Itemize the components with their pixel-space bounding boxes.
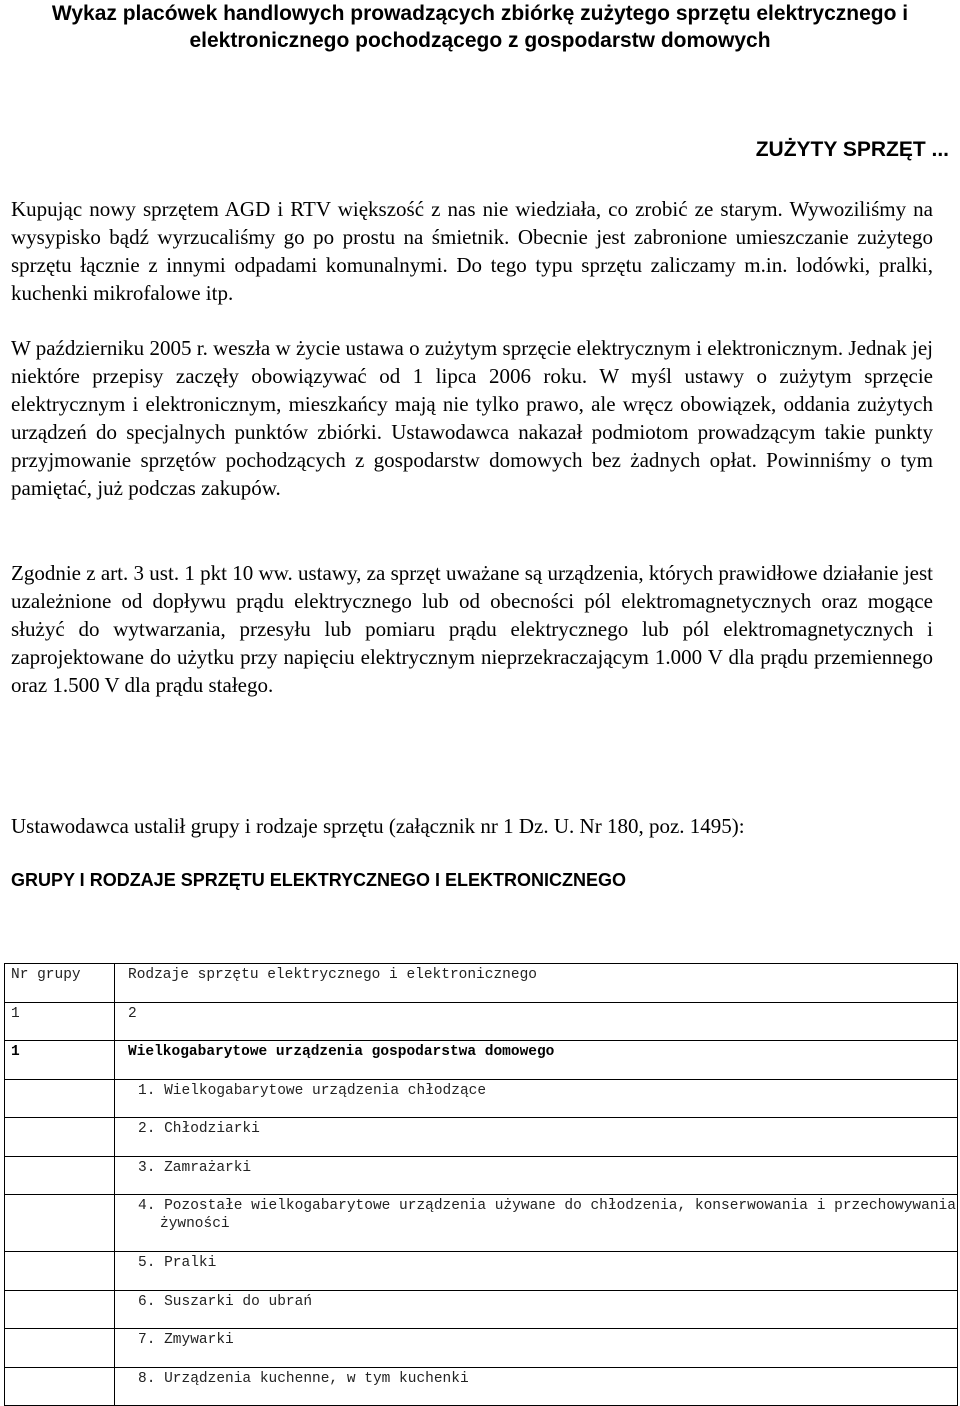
equipment-item: 3. Zamrażarki: [138, 1159, 252, 1176]
group-name: Wielkogabarytowe urządzenia gospodarstwa domowego: [128, 1044, 555, 1060]
table-row: [5, 1156, 958, 1195]
equipment-table: [4, 963, 958, 1406]
equipment-item: 4. Pozostałe wielkogabarytowe urządzenia używane do chłodzenia, konserwowania i przechowywania żywności: [138, 1198, 956, 1232]
table-row: [5, 1329, 958, 1368]
table-row: [5, 1118, 958, 1157]
equipment-item: 6. Suszarki do ubrań: [138, 1293, 313, 1310]
table-row: [5, 1252, 958, 1291]
paragraph-2: W październiku 2005 r. weszła w życie ustawa o zużytym sprzęcie elektrycznym i elektronicznym. Jednak jej niektóre przepisy zaczęły obowiązywać od 1 lipca 2006 roku. W myśl ustawy o zużytym sprzęcie elektrycznym i elektronicznym, mieszkańcy mają nie tylko prawo, ale wręcz obowiązek, oddania zużytych urządzeń do specjalnych punktów zbiórki. Ustawodawca nakazał podmiotom prowadzącym takie punkty przyjmowanie sprzętów pochodzących z gospodarstw domowych bez żadnych opłat. Powinniśmy o tym pamiętać, już podczas zakupów.: [11, 336, 933, 501]
group-number: 1: [11, 1044, 20, 1060]
title-line-2: elektronicznego pochodzącego z gospodarstw domowych: [189, 29, 771, 52]
equipment-item: 7. Zmywarki: [138, 1332, 234, 1348]
table-row: [5, 1079, 958, 1118]
paragraph-3: Zgodnie z art. 3 ust. 1 pkt 10 ww. ustawy, za sprzęt uważane są urządzenia, których prawidłowe działanie jest uzależnione od dopływu prądu elektrycznego lub od obecności pól elektromagnetycznych oraz mogące służyć do wytwarzania, przesyłu lub pomiaru prądu elektrycznego lub pól elektromagnetycznych i zaprojektowane do użytku przy napięciu elektrycznym nieprzekraczającym 1.000 V dla prądu przemiennego oraz 1.500 V dla prądu stałego.: [11, 561, 933, 698]
section-heading: ZUŻYTY SPRZĘT ...: [755, 138, 949, 161]
table-group-row: [5, 1041, 958, 1080]
groups-heading: GRUPY I RODZAJE SPRZĘTU ELEKTRYCZNEGO I ELEKTRONICZNEGO: [11, 870, 627, 890]
table-numbering-row: [5, 1002, 958, 1041]
equipment-item: 1. Wielkogabarytowe urządzenia chłodzące: [138, 1082, 487, 1099]
table-row: [5, 1195, 958, 1252]
header-group-number: Nr grupy: [11, 967, 81, 983]
column-number-1: 1: [11, 1005, 20, 1022]
equipment-item: 5. Pralki: [138, 1255, 217, 1271]
table-row: [5, 1290, 958, 1329]
header-equipment-types: Rodzaje sprzętu elektrycznego i elektronicznego: [128, 967, 537, 983]
equipment-item: 8. Urządzenia kuchenne, w tym kuchenki: [138, 1370, 469, 1387]
document-title: [0, 0, 960, 54]
table-header-row: [5, 964, 958, 1003]
equipment-item: 2. Chłodziarki: [138, 1121, 260, 1137]
paragraph-1: Kupując nowy sprzętem AGD i RTV większość z nas nie wiedziała, co zrobić ze starym. Wywoziliśmy na wysypisko bądź wyrzucaliśmy go po prostu na śmietnik. Obecnie jest zabronione umieszczanie zużytego sprzętu łącznie z innymi odpadami komunalnymi. Do tego typu sprzętu zaliczamy m.in. lodówki, pralki, kuchenki mikrofalowe itp.: [11, 197, 933, 306]
groups-intro: Ustawodawca ustalił grupy i rodzaje sprzętu (załącznik nr 1 Dz. U. Nr 180, poz. 1495):: [11, 814, 745, 838]
table-row: [5, 1367, 958, 1406]
column-number-2: 2: [128, 1005, 137, 1022]
title-line-1: Wykaz placówek handlowych prowadzących zbiórkę zużytego sprzętu elektrycznego i: [51, 2, 909, 25]
